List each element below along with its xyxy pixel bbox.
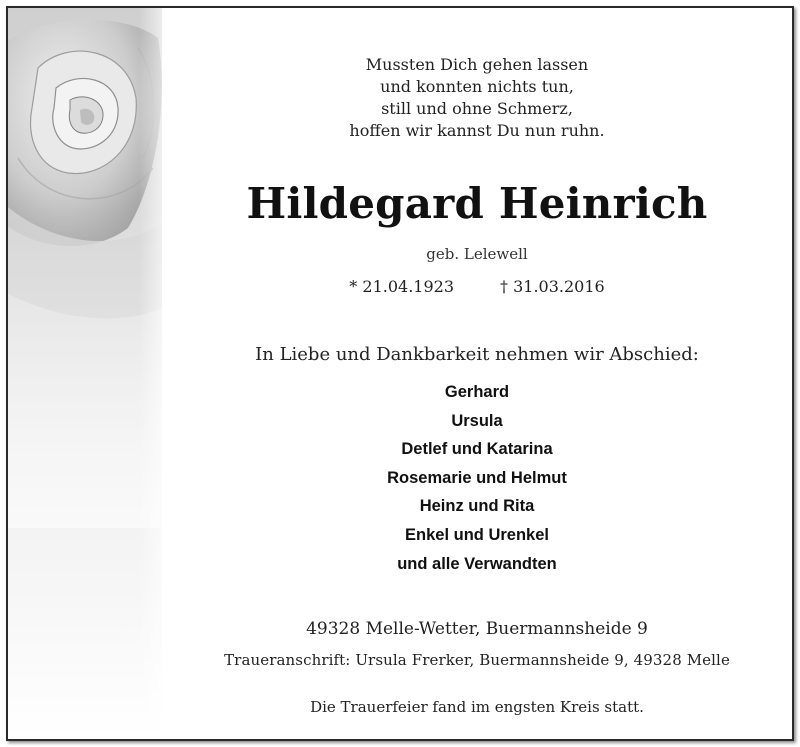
family-member: Gerhard [444,383,510,401]
ceremony-note: Die Trauerfeier fand im engsten Kreis statt. [310,698,644,716]
poem [162,54,792,142]
family-member: Detlef und Katarina [401,440,553,459]
maiden-name: geb. Lelewell [426,245,528,263]
rose-icon [8,8,162,739]
death-date: † 31.03.2016 [500,277,605,296]
rose-image [8,8,162,739]
obituary-card [6,6,794,741]
address: 49328 Melle-Wetter, Buermannsheide 9 [306,619,648,639]
family-member: Ursula [451,411,503,430]
mourning-address: Traueranschrift: Ursula Frerker, Buermannsheide 9, 49328 Melle [224,651,730,669]
family-member: Enkel und Urenkel [405,525,549,544]
deceased-name: Hildegard Heinrich [246,179,708,228]
family-member: und alle Verwandten [397,554,557,573]
family-member: Heinz und Rita [419,497,535,516]
life-dates [162,276,792,298]
poem-line: still und ohne Schmerz, [381,99,573,118]
farewell-line: In Liebe und Dankbarkeit nehmen wir Abschied: [255,344,699,365]
poem-line: Mussten Dich gehen lassen [365,55,589,74]
obituary-content [162,8,792,739]
poem-line: hoffen wir kannst Du nun ruhn. [349,121,605,140]
birth-date: * 21.04.1923 [349,277,454,296]
family-list [162,378,792,578]
poem-line: und konnten nichts tun, [380,77,574,96]
family-member: Rosemarie und Helmut [387,468,567,487]
